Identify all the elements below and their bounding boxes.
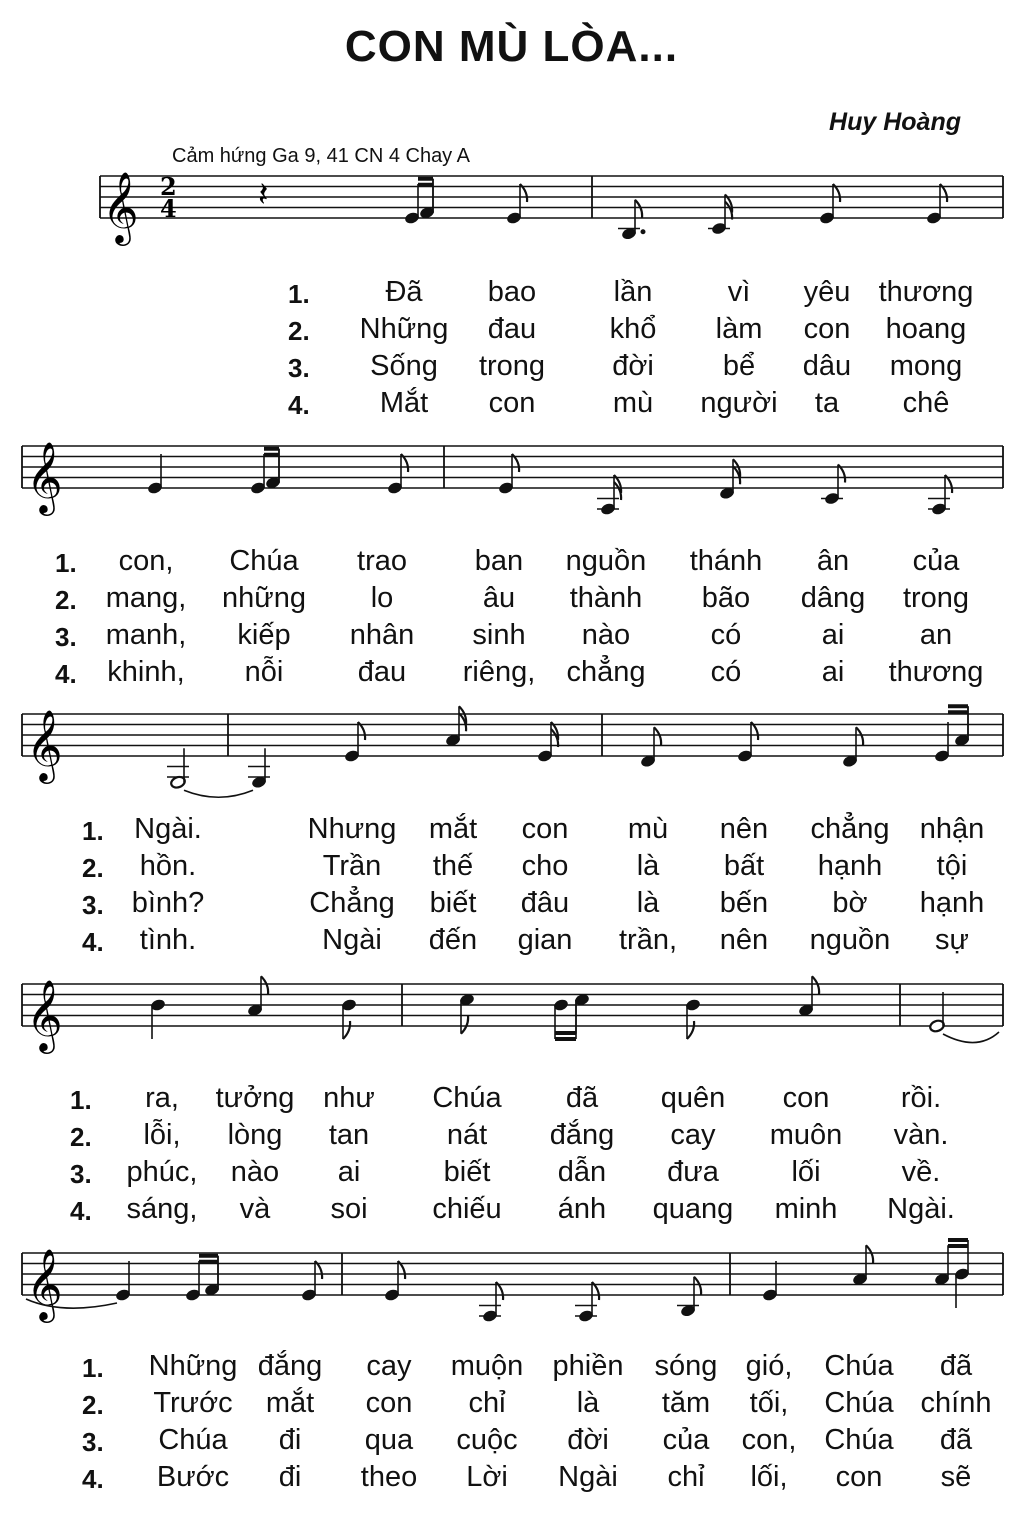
lyric-syllable: đưa (667, 1156, 719, 1188)
note (553, 998, 576, 1039)
lyric-syllable: Ngài (558, 1461, 618, 1493)
lyric-syllable: chê (902, 387, 950, 419)
lyric-syllable: manh, (105, 619, 187, 651)
lyric-syllable: Bước (156, 1461, 230, 1493)
lyric-syllable: đời (567, 1424, 609, 1456)
lyric-syllable: đời (612, 350, 654, 382)
lyric-syllable: chính (920, 1387, 992, 1419)
verse-number: 4. (82, 1464, 104, 1494)
song-title: CON MÙ LÒA... (344, 22, 679, 71)
lyric-syllable: biết (443, 1156, 491, 1188)
lyric-syllable: nhận (919, 813, 985, 845)
note (459, 993, 476, 1034)
lyric-syllable: đắng (257, 1350, 323, 1382)
lyric-syllable: con (835, 1461, 883, 1493)
note (384, 1261, 405, 1302)
treble-clef-icon: 𝄞 (26, 1247, 63, 1320)
lyric-syllable: những (222, 582, 306, 614)
note (147, 454, 164, 495)
lyric-syllable: bão (701, 582, 751, 614)
lyric-syllable: Ngài (322, 924, 382, 956)
lyric-syllable: nên (719, 813, 769, 845)
note (928, 475, 952, 516)
lyric-syllable: ban (474, 545, 524, 577)
quarter-rest-icon: 𝄽 (258, 175, 269, 215)
lyric-syllable: mắt (265, 1387, 315, 1419)
lyric-syllable: mong (889, 350, 963, 382)
lyric-syllable: Chúa (824, 1424, 894, 1456)
lyric-syllable: sáng, (126, 1193, 198, 1225)
lyric-syllable: Trước (153, 1387, 233, 1419)
lyric-syllable: dâu (802, 350, 852, 382)
lyric-syllable: người (700, 387, 778, 419)
lyric-syllable: đắng (549, 1119, 615, 1151)
verse-number: 4. (82, 927, 104, 957)
note (762, 1261, 779, 1302)
verse-number: 3. (288, 353, 310, 383)
lyric-syllable: mang, (105, 582, 187, 614)
verse-number: 2. (288, 316, 310, 346)
lyric-syllable: vàn. (893, 1119, 949, 1151)
lyric-syllable: sẽ (940, 1461, 972, 1493)
lyric-syllable: khổ (609, 313, 657, 345)
verse-number: 2. (82, 853, 104, 883)
lyric-syllable: lo (370, 582, 394, 614)
lyric-syllable: gian (517, 924, 573, 956)
lyric-syllable: tăm (661, 1387, 711, 1419)
lyric-syllable: vì (727, 276, 751, 308)
lyric-syllable: Những (359, 313, 449, 345)
lyric-syllable: Chẳng (309, 887, 395, 919)
lyric-syllable: phiền (552, 1350, 624, 1382)
note (929, 992, 999, 1043)
lyric-syllable: tội (936, 850, 968, 882)
lyric-syllable: chẳng (566, 656, 646, 688)
lyric-syllable: đã (565, 1082, 599, 1114)
lyric-syllable: là (636, 850, 660, 882)
lyric-syllable: quang (652, 1193, 734, 1225)
note (640, 727, 661, 768)
staff-system (0, 1223, 1023, 1343)
composer-name: Huy Hoàng (829, 108, 961, 136)
lyric-syllable: cay (366, 1350, 412, 1382)
lyric-syllable: minh (774, 1193, 838, 1225)
lyric-syllable: Chúa (824, 1350, 894, 1382)
verse-number: 4. (288, 390, 310, 420)
lyric-syllable: ân (816, 545, 850, 577)
lyric-syllable: muộn (450, 1350, 524, 1382)
note (301, 1261, 322, 1302)
lyric-syllable: âu (482, 582, 516, 614)
lyric-syllable: đã (939, 1350, 973, 1382)
note (618, 200, 646, 241)
lyric-syllable: nguồn (809, 924, 891, 956)
lyric-syllable: ra, (145, 1082, 179, 1114)
lyric-syllable: Chúa (158, 1424, 228, 1456)
lyric-syllable: thế (432, 850, 474, 882)
time-signature-bottom: 4 (160, 194, 177, 223)
staff-system (0, 954, 1023, 1074)
lyric-syllable: yêu (803, 276, 851, 308)
lyric-syllable: con (782, 1082, 830, 1114)
lyric-syllable: riêng, (462, 656, 536, 688)
lyric-syllable: con (365, 1387, 413, 1419)
lyric-syllable: chỉ (667, 1461, 705, 1493)
lyric-syllable: Sống (370, 350, 438, 382)
lyric-syllable: ai (821, 656, 845, 688)
note (537, 722, 558, 763)
lyric-syllable: bao (487, 276, 537, 308)
lyric-syllable: nguồn (565, 545, 647, 577)
verse-number: 4. (55, 659, 77, 689)
verse-number: 1. (288, 279, 310, 309)
lyric-syllable: Ngài. (887, 1193, 955, 1225)
lyric-syllable: thương (878, 276, 974, 308)
lyric-syllable: đã (939, 1424, 973, 1456)
lyric-syllable: là (636, 887, 660, 919)
lyric-syllable: hoang (885, 313, 967, 345)
lyric-syllable: lần (613, 276, 653, 308)
verse-number: 1. (70, 1085, 92, 1115)
note (819, 184, 840, 225)
note (597, 475, 621, 516)
lyric-syllable: nên (719, 924, 769, 956)
lyric-syllable: về. (901, 1156, 941, 1188)
lyric-syllable: hạnh (919, 887, 985, 919)
lyric-syllable: chỉ (468, 1387, 506, 1419)
lyric-syllable: có (710, 656, 742, 688)
lyric-syllable: Những (148, 1350, 238, 1382)
note (737, 722, 758, 763)
lyric-syllable: sinh (472, 619, 526, 651)
lyric-syllable: và (239, 1193, 271, 1225)
lyric-syllable: nào (581, 619, 631, 651)
note (842, 727, 863, 768)
lyric-syllable: con, (118, 545, 174, 577)
song-subtitle: Cảm hứng Ga 9, 41 CN 4 Chay A (172, 145, 470, 167)
note (344, 722, 365, 763)
lyric-syllable: Chúa (432, 1082, 502, 1114)
treble-clef-icon: 𝄞 (26, 440, 63, 513)
lyric-syllable: nỗi (244, 656, 284, 688)
lyric-syllable: con (803, 313, 851, 345)
lyric-syllable: Lời (466, 1461, 508, 1493)
note (685, 998, 702, 1039)
lyric-syllable: đau (357, 656, 407, 688)
lyric-syllable: sóng (654, 1350, 718, 1382)
lyric-syllable: bể (722, 350, 756, 382)
note (574, 993, 591, 1034)
lyric-syllable: cuộc (456, 1424, 518, 1456)
lyric-syllable: chẳng (810, 813, 890, 845)
verse-number: 1. (82, 1353, 104, 1383)
lyric-syllable: thành (569, 582, 643, 614)
lyric-syllable: quên (660, 1082, 726, 1114)
lyric-syllable: soi (330, 1193, 368, 1225)
lyric-syllable: gió, (745, 1350, 793, 1382)
lyric-syllable: qua (364, 1424, 414, 1456)
lyric-syllable: phúc, (126, 1156, 198, 1188)
verse-number: 3. (55, 622, 77, 652)
lyric-syllable: con (521, 813, 569, 845)
staff-system (0, 146, 1023, 266)
lyric-syllable: bến (719, 887, 769, 919)
staff-system (0, 684, 1023, 804)
verse-number: 2. (82, 1390, 104, 1420)
note (150, 998, 167, 1039)
lyric-syllable: tưởng (215, 1082, 295, 1114)
lyric-syllable: chiếu (432, 1193, 502, 1225)
verse-number: 1. (82, 816, 104, 846)
lyric-syllable: lỗi, (143, 1119, 181, 1151)
lyric-syllable: bất (723, 850, 765, 882)
lyric-syllable: Chúa (229, 545, 299, 577)
lyric-syllable: nát (446, 1119, 488, 1151)
lyric-syllable: có (710, 619, 742, 651)
lyric-syllable: đến (428, 924, 478, 956)
lyric-syllable: nhân (349, 619, 415, 651)
note (575, 1282, 599, 1323)
lyric-syllable: dâng (800, 582, 866, 614)
time-signature-top: 2 (160, 172, 177, 201)
lyric-syllable: lòng (227, 1119, 283, 1151)
lyric-syllable: cho (521, 850, 569, 882)
lyric-syllable: muôn (769, 1119, 843, 1151)
lyric-syllable: làm (715, 313, 763, 345)
lyric-syllable: đâu (520, 887, 570, 919)
note (677, 1277, 701, 1318)
verse-number: 1. (55, 548, 77, 578)
note (852, 1245, 873, 1286)
lyric-syllable: con (488, 387, 536, 419)
verse-number: 3. (82, 890, 104, 920)
lyric-syllable: lối (791, 1156, 821, 1188)
note (506, 184, 527, 225)
note (341, 998, 358, 1039)
lyric-syllable: của (662, 1424, 710, 1456)
lyric-syllable: tối, (749, 1387, 789, 1419)
lyric-syllable: cay (670, 1119, 716, 1151)
lyric-syllable: thương (888, 656, 984, 688)
lyric-syllable: là (576, 1387, 600, 1419)
lyric-syllable: mù (627, 813, 669, 845)
lyric-syllable: bờ (832, 887, 868, 919)
treble-clef-icon: 𝄞 (26, 708, 63, 781)
note (387, 454, 408, 495)
verse-number: 2. (55, 585, 77, 615)
note (498, 454, 519, 495)
lyric-syllable: mù (612, 387, 654, 419)
lyric-syllable: trong (902, 582, 970, 614)
lyric-syllable: thánh (689, 545, 763, 577)
verse-number: 4. (70, 1196, 92, 1226)
lyric-syllable: hạnh (817, 850, 883, 882)
lyric-syllable: biết (429, 887, 477, 919)
lyric-syllable: ai (821, 619, 845, 651)
lyric-syllable: an (919, 619, 953, 651)
verse-number: 2. (70, 1122, 92, 1152)
lyric-syllable: ánh (557, 1193, 607, 1225)
treble-clef-icon: 𝄞 (102, 170, 139, 243)
lyric-syllable: rồi. (900, 1082, 942, 1114)
lyric-syllable: con, (741, 1424, 797, 1456)
lyric-syllable: Nhưng (307, 813, 397, 845)
lyric-syllable: đi (278, 1461, 302, 1493)
lyric-syllable: dẫn (557, 1156, 607, 1188)
verse-number: 3. (70, 1159, 92, 1189)
lyric-syllable: tan (328, 1119, 370, 1151)
lyric-syllable: lối, (750, 1461, 788, 1493)
staff-system (0, 416, 1023, 536)
verse-number: 3. (82, 1427, 104, 1457)
note (926, 184, 947, 225)
lyric-syllable: khinh, (107, 656, 185, 688)
lyric-syllable: mắt (428, 813, 478, 845)
lyric-syllable: đau (487, 313, 537, 345)
lyric-syllable: ai (337, 1156, 361, 1188)
lyric-syllable: bình? (131, 887, 205, 919)
lyric-syllable: đi (278, 1424, 302, 1456)
lyric-syllable: trong (478, 350, 546, 382)
treble-clef-icon: 𝄞 (26, 978, 63, 1051)
lyric-syllable: hồn. (139, 850, 197, 882)
lyric-syllable: ta (814, 387, 840, 419)
note (821, 465, 845, 506)
note (719, 459, 740, 500)
lyric-syllable: sự (935, 924, 969, 956)
lyric-syllable: trần, (618, 924, 678, 956)
lyric-syllable: Ngài. (134, 813, 202, 845)
lyric-syllable: như (323, 1082, 375, 1114)
lyric-syllable: theo (360, 1461, 418, 1493)
note (708, 195, 732, 236)
note (479, 1282, 503, 1323)
note (248, 748, 270, 789)
note (798, 976, 819, 1017)
note (445, 706, 466, 747)
lyric-syllable: Mắt (379, 387, 429, 419)
note (247, 976, 268, 1017)
lyric-syllable: nào (230, 1156, 280, 1188)
lyric-syllable: Trần (322, 850, 382, 882)
lyric-syllable: Chúa (824, 1387, 894, 1419)
lyric-syllable: Đã (385, 276, 423, 308)
lyric-syllable: của (912, 545, 960, 577)
lyric-syllable: trao (357, 545, 407, 577)
note (954, 1267, 971, 1308)
lyric-syllable: tình. (139, 924, 197, 956)
lyric-syllable: kiếp (237, 619, 291, 651)
